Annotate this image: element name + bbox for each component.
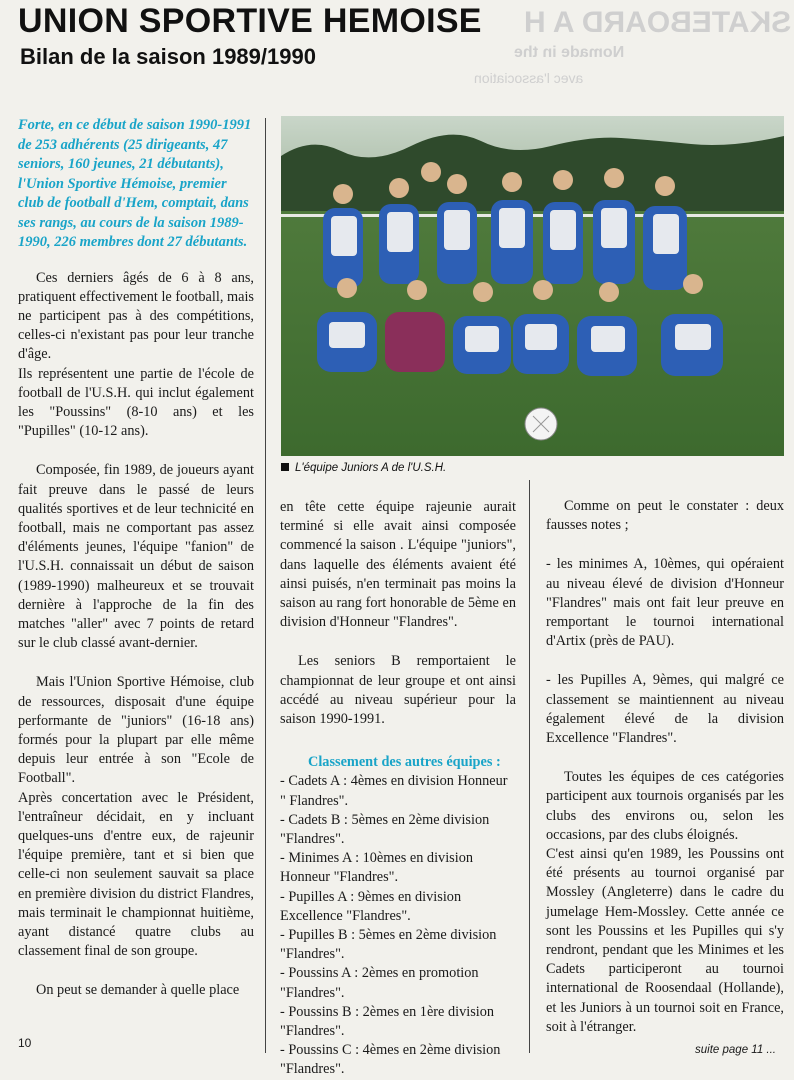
paragraph: Toutes les équipes de ces catégories participent aux tournois organisés par les clubs des environs ou, selon les occasions, par des clubs éloignés. [546,769,784,843]
paragraph: Mais l'Union Sportive Hémoise, club de ressources, disposait d'une équipe performante de "juniors" (16-18 ans) formés pour la plupart par elle même depuis leur entrée à son "Ecole de Football". [18,674,254,787]
bleed-text: SKATEBOARD A H [524,6,792,39]
column-divider [265,118,266,1053]
paragraph: Ces derniers âgés de 6 à 8 ans, pratiquent effectivement le football, mais ne participent pas à des compétitions, celles-ci n'existant pas pour leur tranche d'âge. [18,269,254,363]
page-number: 10 [18,1036,32,1050]
list-item: - Cadets A : 4èmes en division Honneur " Flandres". [280,773,508,809]
article-title: UNION SPORTIVE HEMOISE [18,2,482,40]
paragraph: - les minimes A, 10èmes, qui opéraient au niveau élevé de division d'Honneur "Flandres" mais ont fait leur preuve en remportant le tournoi international d'Artix (près de PAU). [546,556,784,650]
paragraph: On peut se demander à quelle place [36,982,240,999]
caption-text: L'équipe Juniors A de l'U.S.H. [295,462,447,474]
bleed-text: Nomade in the [514,44,625,61]
list-item: - Poussins A : 2èmes en promotion "Flandres". [280,965,479,1001]
list-item: - Poussins C : 4èmes en 2ème division "Flandres". [280,1042,501,1078]
list-item: - Pupilles A : 9èmes en division Excellence "Flandres". [280,888,462,924]
paragraph: Ils représentent une partie de l'école de football de l'U.S.H. qui inclut également les "Poussins" (8-10 ans) et les "Pupilles" (10-12 ans). [18,365,254,440]
paragraph: - les Pupilles A, 9èmes, qui malgré ce classement se maintiennent au niveau également élevé de la division Excellence "Flandres". [546,672,784,747]
column-3 [546,497,784,1037]
team-photo [281,116,784,456]
list-item: - Poussins B : 2èmes en 1ère division "Flandres". [280,1003,495,1040]
article-subtitle: Bilan de la saison 1989/1990 [20,44,316,69]
section-heading: Classement des autres équipes : [308,754,501,771]
column-2 [280,498,516,1080]
list-item: - Pupilles B : 5èmes en 2ème division "Flandres". [280,927,497,963]
photo-caption [281,462,446,474]
facing-page-bleed [464,0,794,110]
list-item: - Minimes A : 10èmes en division Honneur "Flandres". [280,850,474,886]
caption-bullet-icon [281,463,289,471]
column-1 [18,116,254,1001]
paragraph: Après concertation avec le Président, l'entraîneur décidait, en y incluant quelques-uns d'entre eux, de rajeunir l'équipe première, tant et si bien que celle-ci non seulement sauvait sa place en première division du district Flandres, mais terminait le championnat huitième, ayant distancé quatre clubs au classement final de son groupe. [18,789,254,960]
continued-link: suite page 11 ... [695,1044,776,1056]
paragraph: Les seniors B remportaient le championnat de leur groupe et ont ainsi accédé au niveau supérieur pour la saison 1990-1991. [280,653,516,728]
intro-paragraph: Forte, en ce début de saison 1990-1991 de 253 adhérents (25 dirigeants, 47 seniors, 160 jeunes, 21 débutants), l'Union Sportive Hémoise, premier club de football d'Hem, comptait, dans ses rangs, au cours de la saison 1989-1990, 226 membres dont 27 débutants. [18,117,252,250]
paragraph: Composée, fin 1989, de joueurs ayant fait preuve dans le passé de leurs qualités sportives et de leur technicité en football, mais ne comportant pas assez d'éléments jeunes, l'équipe "fanion" de l'U.S.H. connaissait un début de saison (1989-1990) malheureux et se trouvait dernière à l'approche de la fin des matches "aller" avec 7 points de retard sur le club classé avant-dernier. [18,462,254,652]
column-divider [529,480,530,1053]
paragraph: en tête cette équipe rajeunie aurait terminé si elle avait ainsi composée commencé la saison . L'équipe "juniors", dans laquelle des éléments avaient été ainsi puisés, n'en terminait pas moins la saison au rang fort honorable de 5ème en division d'Honneur "Flandres". [280,499,516,631]
paragraph: C'est ainsi qu'en 1989, les Poussins ont été présents au tournoi organisé par Mossley (Angleterre) dans le cadre du jumelage Hem-Mossley. Cette année ce sont les Poussins et les Pupilles qui s'y rendront, pendant que les Minimes et les Cadets participeront au tournoi international de Roosendaal (Hollande), et les Juniors à un tournoi soit en France, soit à l'étranger. [546,846,784,1035]
list-item: - Cadets B : 5èmes en 2ème division "Flandres". [280,811,490,848]
paragraph: Comme on peut le constater : deux fausses notes ; [546,498,784,534]
bleed-text: avec l'association [474,70,584,86]
